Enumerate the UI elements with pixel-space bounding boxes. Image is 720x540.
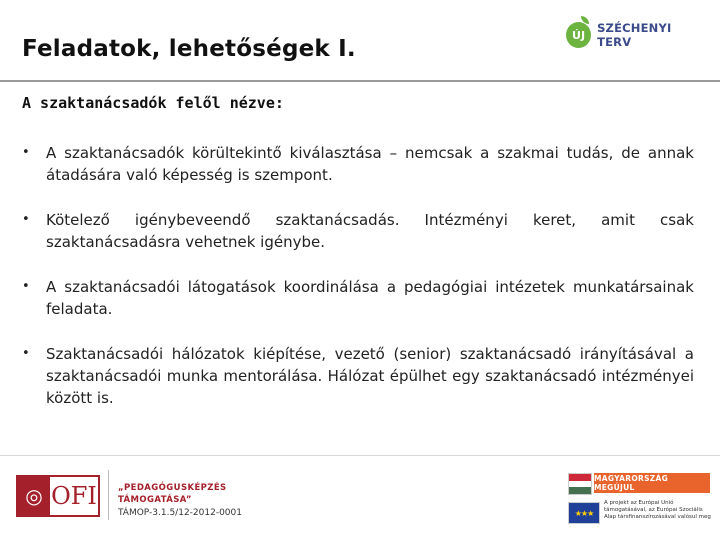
list-item — [22, 209, 694, 253]
bullet-text: A szaktanácsadói látogatások koordinálása a pedagógiai intézetek munkatársainak feladata. — [46, 278, 694, 318]
szechenyi-terv-logo — [566, 18, 706, 52]
ofi-logo — [16, 475, 100, 517]
section-subheading: A szaktanácsadók felől nézve: — [22, 94, 284, 112]
magyarorszag-megujul-banner: MAGYARORSZÁG MEGÚJUL — [594, 473, 710, 493]
list-item — [22, 276, 694, 320]
bullet-icon: • — [22, 346, 30, 361]
footer-divider — [0, 455, 720, 456]
ofi-logo-text: OFI — [51, 482, 97, 510]
project-code: TÁMOP-3.1.5/12-2012-0001 — [118, 508, 242, 518]
bullet-list — [22, 142, 694, 432]
bullet-text: Kötelező igénybeveendő szaktanácsadás. Intézményi keret, amit csak szaktanácsadásra vehetnek igénybe. — [46, 211, 694, 251]
eu-funding-note: A projekt az Európai Unió támogatásával, az Európai Szociális Alap társfinanszírozásával valósul meg — [604, 500, 711, 520]
bullet-icon: • — [22, 212, 30, 227]
list-item — [22, 142, 694, 186]
uj-badge-icon — [566, 22, 591, 48]
page-title: Feladatok, lehetőségek I. — [22, 36, 356, 62]
bullet-icon: • — [22, 145, 30, 160]
bullet-text: A szaktanácsadók körültekintő kiválasztása – nemcsak a szakmai tudás, de annak átadására való képesség is szempont. — [46, 144, 694, 184]
title-divider — [0, 80, 720, 82]
list-item — [22, 343, 694, 409]
ofi-emblem-icon: ◎ — [18, 477, 50, 515]
leaf-icon — [581, 16, 589, 24]
hungarian-flag-icon — [568, 473, 592, 495]
footer-vertical-divider — [108, 470, 109, 520]
bullet-icon: • — [22, 279, 30, 294]
project-title: „PEDAGÓGUSKÉPZÉS TÁMOGATÁSA” — [118, 483, 227, 505]
uj-badge-text: ÚJ — [572, 28, 586, 42]
bullet-text: Szaktanácsadói hálózatok kiépítése, vezető (senior) szaktanácsadó irányításával a szaktanácsadói munka mentorálása. Hálózat épülhet egy szaktanácsadó intézményei között is. — [46, 345, 694, 407]
szechenyi-logo-text: SZÉCHENYI TERV — [597, 21, 672, 49]
eu-flag-icon: ★★★ — [568, 502, 600, 524]
